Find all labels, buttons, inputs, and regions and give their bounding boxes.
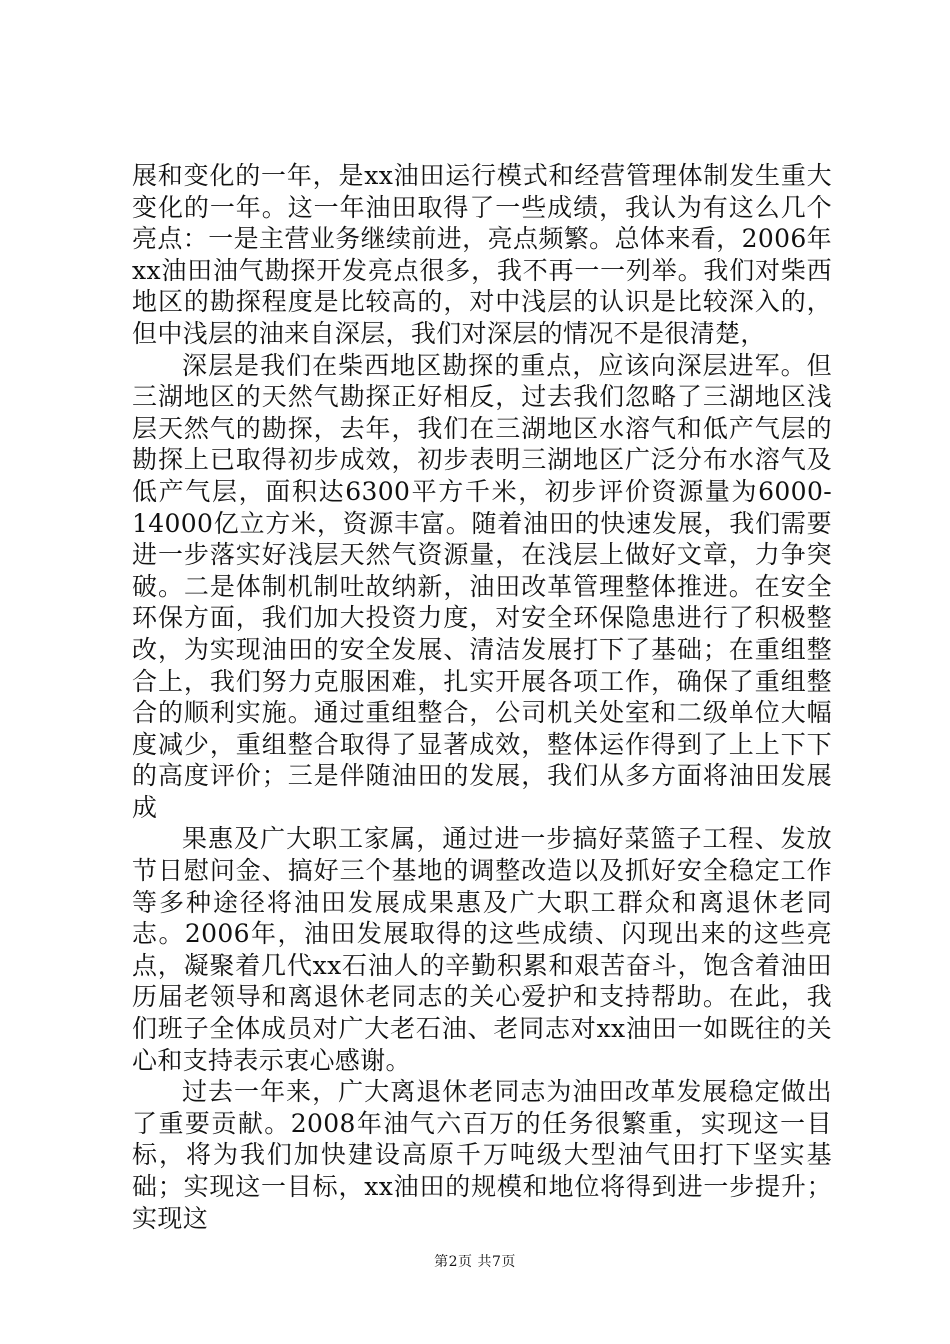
document-body [132,160,832,1234]
paragraph-3: 果惠及广大职工家属，通过进一步搞好菜篮子工程、发放节日慰问金、搞好三个基地的调整改造以及抓好安全稳定工作等多种途径将油田发展成果惠及广大职工群众和离退休老同志。2006年，油田发展取得的这些成绩、闪现出来的这些亮点，凝聚着几代xx石油人的辛勤积累和艰苦奋斗，饱含着油田历届老领导和离退休老同志的关心爱护和支持帮助。在此，我们班子全体成员对广大老石油、老同志对xx油田一如既往的关心和支持表示衷心感谢。 [132,824,832,1075]
page-footer: 第2页 共7页 [434,1254,516,1270]
paragraph-2: 深层是我们在柴西地区勘探的重点，应该向深层进军。但三湖地区的天然气勘探正好相反，过去我们忽略了三湖地区浅层天然气的勘探，去年，我们在三湖地区水溶气和低产气层的勘探上已取得初步成效，初步表明三湖地区广泛分布水溶气及低产气层，面积达6300平方千米，初步评价资源量为6000-14000亿立方米，资源丰富。随着油田的快速发展，我们需要进一步落实好浅层天然气资源量，在浅层上做好文章，力争突破。二是体制机制吐故纳新，油田改革管理整体推进。在安全环保方面，我们加大投资力度，对安全环保隐患进行了积极整改，为实现油田的安全发展、清洁发展打下了基础；在重组整合上，我们努力克服困难，扎实开展各项工作，确保了重组整合的顺利实施。通过重组整合，公司机关处室和二级单位大幅度减少，重组整合取得了显著成效，整体运作得到了上上下下的高度评价；三是伴随油田的发展，我们从多方面将油田发展成 [132,350,832,822]
paragraph-1: 展和变化的一年，是xx油田运行模式和经营管理体制发生重大变化的一年。这一年油田取得了一些成绩，我认为有这么几个亮点：一是主营业务继续前进，亮点频繁。总体来看，2006年xx油田油气勘探开发亮点很多，我不再一一列举。我们对柴西地区的勘探程度是比较高的，对中浅层的认识是比较深入的，但中浅层的油来自深层，我们对深层的情况不是很清楚， [132,161,832,348]
paragraph-4: 过去一年来，广大离退休老同志为油田改革发展稳定做出了重要贡献。2008年油气六百万的任务很繁重，实现这一目标，将为我们加快建设高原千万吨级大型油气田打下坚实基础；实现这一目标，xx油田的规模和地位将得到进一步提升；实现这 [132,1077,832,1233]
